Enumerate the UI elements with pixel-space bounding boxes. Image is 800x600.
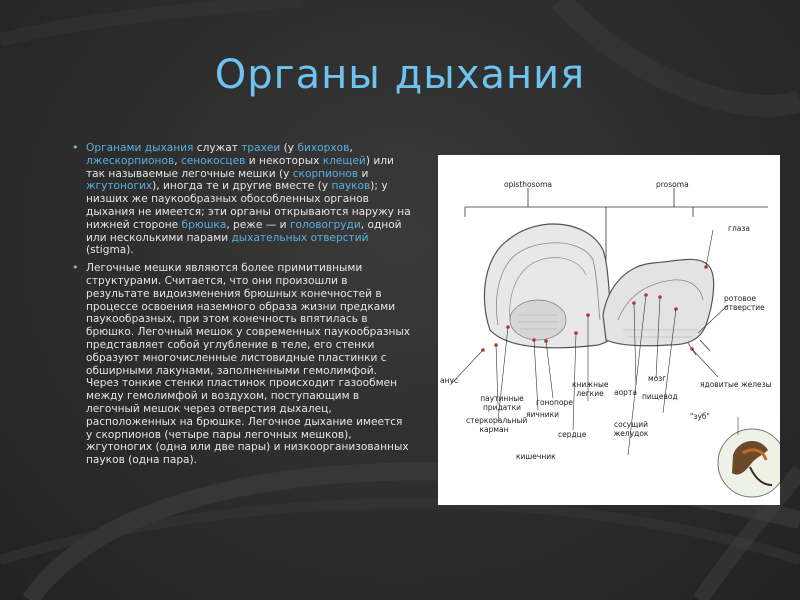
paragraph-text-run: ); у низших же паукообразных обособленных органов дыхания не имеется; эти органы открываются наружу на нижней стороне xyxy=(86,180,411,231)
highlighted-term: головогруди xyxy=(289,218,361,231)
highlighted-term: трахеи xyxy=(241,142,281,154)
paragraph-text-run: (stigma). xyxy=(86,244,134,257)
label-eyes: глаза xyxy=(728,224,750,233)
label-spinnerets: паутинные придатки xyxy=(480,394,524,412)
highlighted-term: скорпионов xyxy=(292,167,359,180)
label-heart: сердце xyxy=(558,430,587,439)
paragraph-1-text xyxy=(86,142,411,256)
label-stercoral: стеркоральный карман xyxy=(466,416,528,434)
paragraph-2 xyxy=(72,262,412,467)
paragraph-text-run: , одной или несколькими парами xyxy=(86,218,402,244)
paragraph-2-text: Легочные мешки являются более примитивными структурами. Считается, что они произошли в результате видоизменения брюшных конечностей в процессе освоения наземного образа жизни предками паукообразных, при этом конечность впятилась в брюшко. Легочный мешок у современных паукообразных представляет собой углубление в теле, его стенки образуют многочисленные листовидные пластинки с обширными лакунами, заполненными гемолимфой. Через тонкие стенки пластинок происходит газообмен между гемолимфой и воздухом, поступающим в легочный мешок через отверстия дыхалец, расположенных на брюшке. Легочное дыхание имеется у скорпионов (четыре пары легочных мешков), жгутоногих (одна или две пары) и низкоорганизованных пауков (одна пара). xyxy=(86,262,411,467)
paragraph-text-run: (у xyxy=(280,142,298,154)
label-opisthosoma: opisthosoma xyxy=(504,180,553,189)
highlighted-term: клещей xyxy=(322,154,366,167)
highlighted-term: сенокосцев xyxy=(180,154,246,167)
label-fang: "зуб" xyxy=(690,412,710,421)
label-prosoma: prosoma xyxy=(656,180,689,189)
label-gonopore: гонопоре xyxy=(536,398,573,407)
highlighted-term: брюшка xyxy=(181,218,227,231)
paragraph-text-run: ), иногда те и другие вместе (у xyxy=(152,180,332,193)
highlighted-term: Органами дыхания xyxy=(86,142,194,154)
label-brain: мозг xyxy=(648,374,667,383)
label-mouth: ротовое отверстие xyxy=(724,294,765,312)
paragraph-text-run: и xyxy=(358,167,369,180)
paragraph-text-run: , xyxy=(349,142,353,154)
paragraph-text-run: и некоторых xyxy=(245,154,323,167)
label-esophagus: пищевод xyxy=(642,392,678,401)
highlighted-term: лжескорпионов xyxy=(86,154,175,167)
label-book-lungs: книжные легкие xyxy=(572,380,609,398)
highlighted-term: пауков xyxy=(331,180,371,193)
label-anus: анус xyxy=(440,376,459,385)
label-sucking-stomach: сосущий желудок xyxy=(613,420,649,438)
paragraph-1 xyxy=(72,142,412,257)
paragraph-text-run: ) или так называемые легочные мешки (у xyxy=(86,154,394,180)
label-gut: кишечник xyxy=(516,452,556,461)
slide-title: Органы дыхания xyxy=(214,52,586,98)
paragraph-text-run: , реже — и xyxy=(226,218,290,231)
bullet-icon: • xyxy=(72,141,79,154)
spider-anatomy-drawing xyxy=(438,155,780,505)
highlighted-term: дыхательных отверстий xyxy=(231,231,369,244)
label-ovary: яичники xyxy=(526,410,559,419)
label-aorta: аорта xyxy=(614,388,637,397)
bullet-icon: • xyxy=(72,261,79,275)
paragraph-text-run: , xyxy=(174,154,181,167)
highlighted-term: жгутоногих xyxy=(86,180,153,193)
spider-anatomy-figure xyxy=(438,155,780,505)
paragraph-text-run: служат xyxy=(193,142,242,154)
highlighted-term: бихорхов xyxy=(297,142,350,154)
label-venom-glands: ядовитые железы xyxy=(700,380,772,389)
slide-body xyxy=(72,142,412,472)
